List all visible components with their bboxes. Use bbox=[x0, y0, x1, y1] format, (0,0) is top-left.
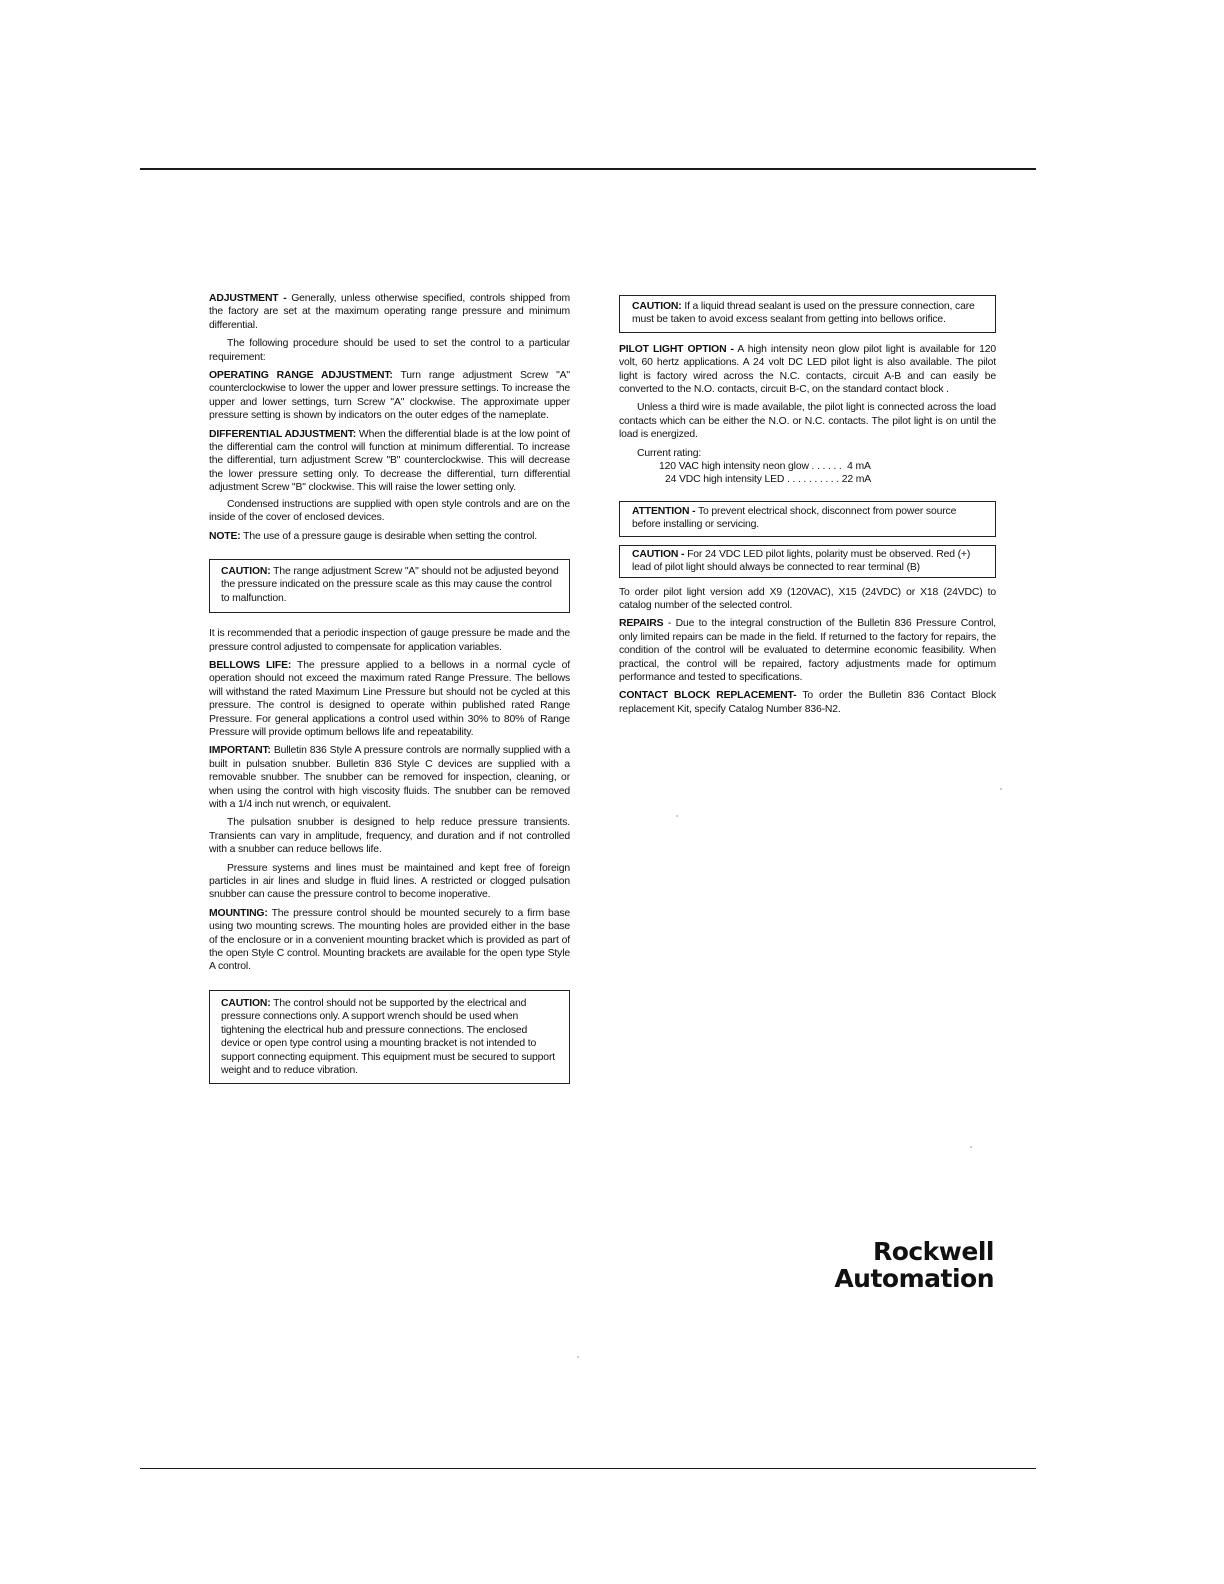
pilot-light-heading: PILOT LIGHT OPTION - bbox=[619, 343, 734, 355]
bellows-paragraph: BELLOWS LIFE: The pressure applied to a bellows in a normal cycle of operation should not exceed the maximum rated Range Pressure. The bellows will withstand the rated Maximum Line Pressure but should not be cycled at this pressure. The control is designed to operate within published rated Range Pressure. For general applications a control used within 30% to 80% of Range Pressure will provide optimum bellows life and repeatability. bbox=[209, 659, 570, 738]
snubber-paragraph: The pulsation snubber is designed to help reduce pressure transients. Transients can vary in amplitude, frequency, and duration and if not controlled with a snubber can reduce bellows life. bbox=[209, 817, 570, 856]
attention-box: ATTENTION - To prevent electrical shock, disconnect from power source before installing or servicing. bbox=[619, 501, 996, 537]
caution-heading: CAUTION: bbox=[221, 565, 271, 577]
mounting-paragraph: MOUNTING: The pressure control should be mounted securely to a firm base using two mounting screws. The mounting holes are provided either in the base of the enclosure or in a convenient mounting bracket which is provided as part of the open Style C control. Mounting brackets are available for the open type Style A control. bbox=[209, 907, 570, 973]
bottom-rule bbox=[140, 1468, 1036, 1469]
caution-polarity-box: CAUTION - For 24 VDC LED pilot lights, polarity must be observed. Red (+) lead of pilot light should always be connected to rear terminal (B) bbox=[619, 545, 996, 578]
contact-block-paragraph: CONTACT BLOCK REPLACEMENT- To order the Bulletin 836 Contact Block replacement Kit, specify Catalog Number 836-N2. bbox=[619, 690, 997, 715]
differential-heading: DIFFERENTIAL ADJUSTMENT: bbox=[209, 428, 357, 440]
top-rule bbox=[140, 168, 1036, 170]
condensed-instructions: Condensed instructions are supplied with open style controls and are on the inside of the cover of enclosed devices. bbox=[209, 498, 570, 524]
mounting-heading: MOUNTING: bbox=[209, 907, 268, 919]
caution-heading: CAUTION - bbox=[632, 548, 685, 560]
adjustment-heading: ADJUSTMENT - bbox=[209, 293, 287, 304]
important-heading: IMPORTANT: bbox=[209, 745, 271, 757]
operating-range-heading: OPERATING RANGE ADJUSTMENT: bbox=[209, 370, 393, 382]
bellows-heading: BELLOWS LIFE: bbox=[209, 659, 292, 671]
caution-heading: CAUTION: bbox=[221, 997, 271, 1009]
caution-range-box: CAUTION: The range adjustment Screw "A" should not be adjusted beyond the pressure indicated on the pressure scale as this may cause the control to malfunction. bbox=[209, 559, 570, 613]
pilot-light-connection: Unless a third wire is made available, the pilot light is connected across the load contacts which can be either the N.O. or N.C. contacts. The pilot light is on until the load is energized. bbox=[619, 402, 996, 441]
scan-speck bbox=[577, 1356, 579, 1358]
scan-speck bbox=[970, 1146, 972, 1148]
contact-block-heading: CONTACT BLOCK REPLACEMENT- bbox=[619, 690, 797, 702]
inspection-paragraph: It is recommended that a periodic inspection of gauge pressure be made and the pressure control adjusted to compensate for application variables. bbox=[209, 628, 570, 653]
scan-speck bbox=[676, 815, 678, 817]
caution-sealant-box: CAUTION: If a liquid thread sealant is used on the pressure connection, care must be taken to avoid excess sealant from getting into bellows orifice. bbox=[619, 295, 996, 333]
important-paragraph: IMPORTANT: Bulletin 836 Style A pressure controls are normally supplied with a built in pulsation snubber. Bulletin 836 Style C devices are supplied with a removable snubber. The snubber can be removed for inspection, cleaning, or when using the control with high viscosity fluids. The snubber can be removed with a 1/4 inch nut wrench, or equivalent. bbox=[209, 745, 570, 810]
note-heading: NOTE: bbox=[209, 530, 241, 542]
rating-neon: 120 VAC high intensity neon glow . . . . . . 4 mA bbox=[659, 461, 871, 473]
differential-paragraph: DIFFERENTIAL ADJUSTMENT: When the differential blade is at the low point of the differential cam the control will function at minimum differential. To increase the differential, turn adjustment Screw "B" counterclockwise. This will decrease the lower pressure setting only. To decrease the differential, turn differential adjustment Screw "B" clockwise. This will raise the lower setting only. bbox=[209, 428, 570, 494]
scan-speck bbox=[1000, 788, 1002, 790]
attention-heading: ATTENTION - bbox=[632, 505, 696, 517]
order-paragraph: To order pilot light version add X9 (120VAC), X15 (24VDC) or X18 (24VDC) to catalog number of the selected control. bbox=[619, 586, 996, 611]
caution-mounting-box: CAUTION: The control should not be supported by the electrical and pressure connections only. A support wrench should be used when tightening the electrical hub and pressure connections. The enclosed device or open type control using a mounting bracket is not intended to support connecting equipment. This equipment must be secured to support weight and to reduce vibration. bbox=[209, 990, 570, 1084]
adjustment-paragraph: ADJUSTMENT - Generally, unless otherwise specified, controls shipped from the factory are set at the maximum operating range pressure and minimum differential. bbox=[209, 293, 570, 331]
rockwell-automation-logo: Rockwell Automation bbox=[834, 1237, 994, 1293]
adjustment-procedure: The following procedure should be used to set the control to a particular requirement: bbox=[209, 338, 570, 363]
rating-led: 24 VDC high intensity LED . . . . . . . . . . 22 mA bbox=[665, 474, 872, 486]
pilot-light-paragraph: PILOT LIGHT OPTION - A high intensity neon glow pilot light is available for 120 volt, 60 hertz applications. A 24 volt DC LED pilot light is also available. The pilot light is factory wired across the N.C. contacts, circuit A-B and can easily be converted to the N.O. contacts, circuit B-C, on the standard contact block . bbox=[619, 343, 996, 396]
repairs-paragraph: REPAIRS - Due to the integral construction of the Bulletin 836 Pressure Control, only limited repairs can be made in the field. If returned to the factory for repairs, the condition of the control will be evaluated to determine economic feasibility. When practical, the control will be repaired, factory adjustments made for optimum performance and tested to specifications. bbox=[619, 618, 996, 683]
pressure-systems-paragraph: Pressure systems and lines must be maintained and kept free of foreign particles in air lines and sludge in fluid lines. A restricted or clogged pulsation snubber can cause the pressure control to become inoperative. bbox=[209, 862, 570, 901]
note-paragraph: NOTE: The use of a pressure gauge is desirable when setting the control. bbox=[209, 530, 538, 542]
operating-range-paragraph: OPERATING RANGE ADJUSTMENT: Turn range adjustment Screw "A" counterclockwise to lower the upper and lower pressure settings. To increase the upper and lower settings, turn Screw "A" clockwise. The approximate upper pressure setting is shown by indicators on the outer edges of the nameplate. bbox=[209, 370, 570, 422]
current-rating bbox=[619, 447, 996, 487]
left-column bbox=[209, 292, 570, 1093]
caution-heading: CAUTION: bbox=[632, 301, 682, 312]
current-rating-label: Current rating: bbox=[637, 447, 702, 459]
repairs-heading: REPAIRS bbox=[619, 618, 664, 630]
right-column bbox=[619, 295, 996, 721]
